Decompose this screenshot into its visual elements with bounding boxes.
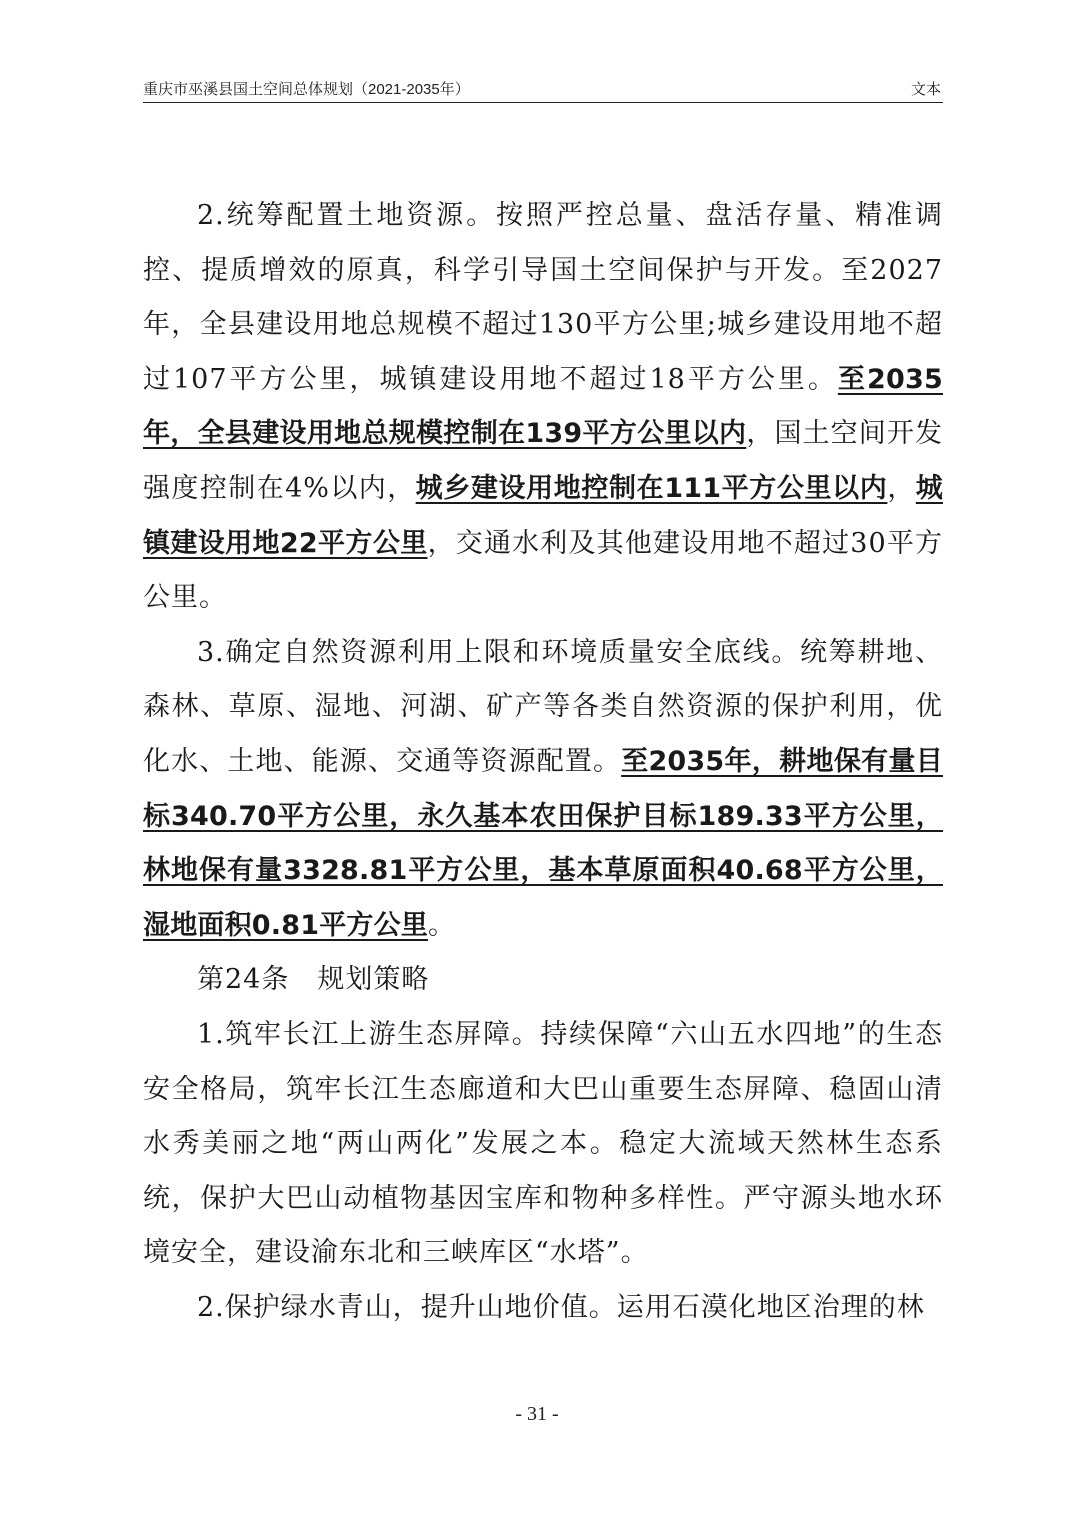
article-heading: 第24条 规划策略 (197, 964, 430, 996)
paragraph-text: ，交通水利及其他建设用地不超过30平方公里。 (143, 527, 943, 614)
paragraph-text: 。 (428, 909, 457, 941)
page-number: - 31 - (515, 1403, 559, 1425)
page-header (143, 74, 943, 103)
highlighted-target: 城乡建设用地控制在111平方公里以内 (415, 472, 888, 504)
paragraph-natural-resources (143, 626, 943, 954)
highlighted-target: 至2035年，全县建设用地总规模控制在139平方公里以内 (143, 363, 944, 450)
paragraph-green-mountains: 2.保护绿水青山，提升山地价值。运用石漠化地区治理的林 (197, 1291, 925, 1323)
paragraph-ecological-barrier: 1.筑牢长江上游生态屏障。持续保障“六山五水四地”的生态安全格局，筑牢长江生态廊道和大巴山重要生态屏障、稳固山清水秀美丽之地“两山两化”发展之本。稳定大流域天然林生态系统，保护大巴山动植物基因宝库和物种多样性。严守源头地水环境安全，建设渝东北和三峡库区“水塔”。 (143, 1018, 943, 1269)
paragraph-text: ， (887, 472, 916, 504)
document-title: 重庆市巫溪县国土空间总体规划（2021-2035年） (143, 81, 470, 98)
paragraph-text: 3.确定自然资源利用上限和环境质量安全底线。统筹耕地、森林、草原、湿地、河湖、矿产等各类自然资源的保护利用，优化水、土地、能源、交通等资源配置。 (143, 636, 943, 777)
paragraph-text: ，国土空间开发强度控制在4%以内， (143, 418, 944, 504)
highlighted-target: 至2035年，耕地保有量目标340.70平方公里，永久基本农田保护目标189.33平方公里，林地保有量3328.81平方公里，基本草原面积40.68平方公里，湿地面积0.81平方公里 (143, 745, 943, 941)
section-label: 文本 (910, 81, 941, 98)
document-body (143, 189, 943, 1335)
paragraph-text: 2.统筹配置土地资源。按照严控总量、盘活存量、精准调控、提质增效的原真，科学引导国土空间保护与开发。至2027年，全县建设用地总规模不超过130平方公里;城乡建设用地不超过107平方公里，城镇建设用地不超过18平方公里。 (143, 200, 943, 395)
highlighted-target: 城镇建设用地22平方公里 (143, 472, 943, 559)
paragraph-land-resources (143, 189, 943, 626)
